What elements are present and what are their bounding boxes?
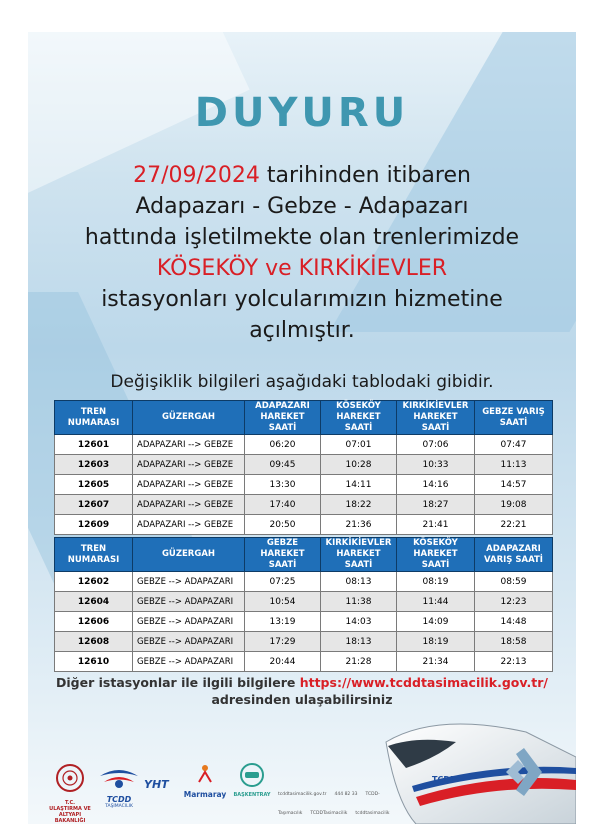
time-cell: 14:09 (397, 612, 475, 632)
table-row (55, 455, 553, 475)
header-kirkikievler-departure: KIRKİKİEVLER HAREKET SAATİ (397, 401, 475, 435)
info-text-before: Diğer istasyonlar ile ilgili bilgilere (56, 675, 300, 690)
yht-logo: YHT (144, 778, 169, 791)
table-row (55, 592, 553, 612)
info-text-after: adresinden ulaşabilirsiniz (211, 692, 393, 707)
route: ADAPAZARI --> GEBZE (133, 515, 245, 535)
train-number: 12604 (55, 592, 133, 612)
time-cell: 08:13 (321, 572, 397, 592)
time-cell: 18:27 (397, 495, 475, 515)
table-row (55, 435, 553, 455)
time-cell: 20:44 (245, 652, 321, 672)
train-number: 12610 (55, 652, 133, 672)
header-kirkikievler-departure: KIRKİKİEVLER HAREKET SAATİ (321, 538, 397, 572)
ministry-emblem-icon (48, 762, 92, 796)
time-cell: 22:13 (475, 652, 553, 672)
ministry-name: T.C. ULAŞTIRMA VE ALTYAPI BAKANLIĞI (49, 800, 91, 824)
route: GEBZE --> ADAPAZARI (133, 612, 245, 632)
timetable-gebze-adapazari (54, 537, 553, 672)
time-cell: 14:11 (321, 475, 397, 495)
announcement-date: 27/09/2024 (133, 163, 260, 188)
tcdd-logo (96, 762, 142, 809)
time-cell: 11:13 (475, 455, 553, 475)
ministry-logo (48, 762, 92, 824)
time-cell: 13:19 (245, 612, 321, 632)
time-cell: 14:48 (475, 612, 553, 632)
time-cell: 12:23 (475, 592, 553, 612)
contact-phone: 444 82 33 (334, 792, 358, 797)
table-row (55, 652, 553, 672)
table-row (55, 475, 553, 495)
table-row (55, 612, 553, 632)
baskentray-badge-icon (237, 762, 267, 788)
website-link[interactable]: https://www.tcddtasimacilik.gov.tr/ (299, 675, 548, 690)
route: GEBZE --> ADAPAZARI (133, 592, 245, 612)
time-cell: 17:40 (245, 495, 321, 515)
time-cell: 08:19 (397, 572, 475, 592)
tcdd-subtext: TAŞIMACILIK (105, 804, 133, 809)
time-cell: 10:54 (245, 592, 321, 612)
train-number: 12602 (55, 572, 133, 592)
contact-social: TCDDTasimacilik (310, 811, 348, 816)
time-cell: 07:25 (245, 572, 321, 592)
route: ADAPAZARI --> GEBZE (133, 495, 245, 515)
timetable-adapazari-gebze (54, 400, 553, 535)
time-cell: 18:58 (475, 632, 553, 652)
time-cell: 19:08 (475, 495, 553, 515)
announcement-line5: istasyonları yolcularımızın hizmetine (101, 287, 503, 312)
poster-title: DUYURU (194, 90, 410, 136)
header-gebze-arrival: GEBZE VARIŞ SAATİ (475, 401, 553, 435)
route: GEBZE --> ADAPAZARI (133, 572, 245, 592)
table-row (55, 515, 553, 535)
high-speed-train-image (376, 702, 576, 824)
route: ADAPAZARI --> GEBZE (133, 475, 245, 495)
table-header-row (55, 538, 553, 572)
time-cell: 18:19 (397, 632, 475, 652)
tcdd-arrow-icon (504, 744, 544, 800)
time-cell: 14:03 (321, 612, 397, 632)
time-cell: 21:28 (321, 652, 397, 672)
time-cell: 10:33 (397, 455, 475, 475)
header-adapazari-departure: ADAPAZARI HAREKET SAATİ (245, 401, 321, 435)
time-cell: 07:01 (321, 435, 397, 455)
train-number: 12608 (55, 632, 133, 652)
announcement-poster (28, 32, 576, 824)
time-cell: 14:16 (397, 475, 475, 495)
header-route: GÜZERGAH (133, 538, 245, 572)
time-cell: 08:59 (475, 572, 553, 592)
time-cell: 13:30 (245, 475, 321, 495)
announcement-text (28, 160, 576, 346)
route: GEBZE --> ADAPAZARI (133, 652, 245, 672)
train-number: 12603 (55, 455, 133, 475)
announcement-stations: KÖSEKÖY ve KIRKİKİEVLER (156, 256, 448, 281)
train-number: 12601 (55, 435, 133, 455)
marmaray-figure-icon (190, 762, 220, 786)
baskentray-logo (230, 762, 274, 798)
contact-social: TCDD-Taşımacılık (278, 792, 380, 816)
time-cell: 22:21 (475, 515, 553, 535)
time-cell: 21:34 (397, 652, 475, 672)
time-cell: 14:57 (475, 475, 553, 495)
train-number: 12609 (55, 515, 133, 535)
announcement-line6: açılmıştır. (249, 318, 355, 343)
announcement-line1: tarihinden itibaren (259, 163, 471, 188)
time-cell: 07:06 (397, 435, 475, 455)
baskentray-text: BAŞKENTRAY (233, 792, 271, 798)
time-cell: 11:38 (321, 592, 397, 612)
header-adapazari-arrival: ADAPAZARI VARIŞ SAATİ (475, 538, 553, 572)
table-row (55, 572, 553, 592)
header-gebze-departure: GEBZE HAREKET SAATİ (245, 538, 321, 572)
tcdd-text: TCDD (106, 795, 132, 804)
time-cell: 18:13 (321, 632, 397, 652)
table-header-row (55, 401, 553, 435)
route: ADAPAZARI --> GEBZE (133, 455, 245, 475)
time-cell: 21:36 (321, 515, 397, 535)
time-cell: 20:50 (245, 515, 321, 535)
time-cell: 07:47 (475, 435, 553, 455)
table-intro: Değişiklik bilgileri aşağıdaki tablodaki gibidir. (110, 372, 494, 392)
table-row (55, 495, 553, 515)
announcement-line3: hattında işletilmekte olan trenlerimizde (84, 225, 520, 250)
train-number: 12607 (55, 495, 133, 515)
logo-strip (48, 762, 278, 824)
header-train-number: TREN NUMARASI (55, 401, 133, 435)
route: ADAPAZARI --> GEBZE (133, 435, 245, 455)
contact-social: tcddtasimacilik (355, 811, 390, 816)
marmaray-logo (182, 762, 228, 799)
tcdd-wings-icon (96, 762, 142, 792)
time-cell: 18:22 (321, 495, 397, 515)
announcement-line2: Adapazarı - Gebze - Adapazarı (135, 194, 469, 219)
time-cell: 17:29 (245, 632, 321, 652)
time-cell: 21:41 (397, 515, 475, 535)
train-number: 12606 (55, 612, 133, 632)
header-route: GÜZERGAH (133, 401, 245, 435)
contact-web: tcddtasimacilik.gov.tr (278, 792, 327, 797)
time-cell: 10:28 (321, 455, 397, 475)
marmaray-text: Marmaray (183, 790, 227, 799)
time-cell: 09:45 (245, 455, 321, 475)
train-number: 12605 (55, 475, 133, 495)
route: GEBZE --> ADAPAZARI (133, 632, 245, 652)
header-train-number: TREN NUMARASI (55, 538, 133, 572)
header-kosekoy-departure: KÖSEKÖY HAREKET SAATİ (321, 401, 397, 435)
train-label: TCDD (432, 775, 457, 784)
time-cell: 11:44 (397, 592, 475, 612)
table-row (55, 632, 553, 652)
header-kosekoy-departure: KÖSEKÖY HAREKET SAATİ (397, 538, 475, 572)
time-cell: 06:20 (245, 435, 321, 455)
